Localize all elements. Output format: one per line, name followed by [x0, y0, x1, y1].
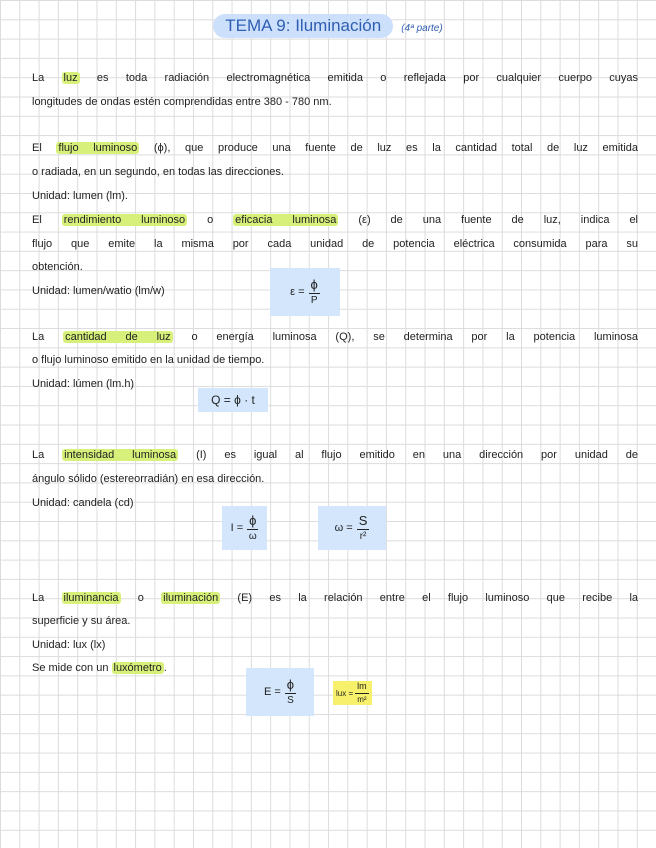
- lux-definition-note: lux = $\frac{lm}{\text{m²}}$: [333, 681, 372, 705]
- formula-angulo-solido: ω = $\frac{S}{\text{r²}}$: [318, 506, 386, 550]
- formula-intensidad: I = $\frac{\phi}{\omega}$: [222, 506, 267, 550]
- highlight-cantidad: cantidad de luz: [65, 331, 171, 343]
- highlight-iluminancia: iluminancia: [63, 592, 119, 604]
- iluminancia-line-1: La iluminancia o iluminación (E) es la relación entre el flujo luminoso que recibe la: [32, 592, 639, 604]
- title-block: [0, 14, 656, 38]
- highlight-eficacia: eficacia luminosa: [235, 214, 337, 226]
- rendimiento-unit: Unidad: lumen/watio (lm/w): [32, 285, 165, 297]
- luz-line-2: longitudes de ondas estén comprendidas entre 380 - 780 nm.: [32, 96, 332, 108]
- highlight-flujo: flujo luminoso: [58, 142, 138, 154]
- formula-cantidad: Q = ϕ · t: [198, 388, 268, 412]
- iluminancia-line-2: superficie y su área.: [32, 615, 131, 627]
- flujo-line-1: El flujo luminoso (ϕ), que produce una fuente de luz es la cantidad total de luz emitida: [32, 142, 639, 154]
- formula-eficacia: ε = $\frac{\phi}{P}$: [270, 268, 340, 316]
- luz-line-1: La luz es toda radiación electromagnética emitida o reflejada por cualquier cuerpo cuyas: [32, 72, 639, 84]
- page-title: TEMA 9: Iluminación: [213, 14, 393, 38]
- highlight-iluminacion: iluminación: [163, 592, 219, 604]
- rendimiento-line-2: flujo que emite la misma por cada unidad de potencia eléctrica consumida para su: [32, 238, 638, 250]
- intensidad-line-1: La intensidad luminosa (I) es igual al flujo emitido en una dirección por unidad de: [32, 449, 638, 461]
- highlight-intensidad: intensidad luminosa: [64, 449, 177, 461]
- intensidad-unit: Unidad: candela (cd): [32, 497, 134, 509]
- flujo-unit: Unidad: lumen (lm).: [32, 190, 128, 202]
- rendimiento-line-3: obtención.: [32, 261, 83, 273]
- iluminancia-line-4: Se mide con un luxómetro .: [32, 662, 167, 674]
- formula-iluminancia: E = $\frac{\phi}{S}$: [246, 668, 314, 716]
- highlight-rendimiento: rendimiento luminoso: [63, 214, 186, 226]
- highlight-luz: luz: [63, 72, 78, 84]
- cantidad-unit: Unidad: lúmen (lm.h): [32, 378, 135, 390]
- highlight-luxometro: luxómetro: [113, 662, 162, 674]
- flujo-line-2: o radiada, en un segundo, en todas las direcciones.: [32, 166, 284, 178]
- cantidad-line-2: o flujo luminoso emitido en la unidad de tiempo.: [32, 354, 265, 366]
- iluminancia-unit: Unidad: lux (lx): [32, 639, 106, 651]
- rendimiento-line-1: El rendimiento luminoso o eficacia luminosa (ε) de una fuente de luz, indica el: [32, 214, 639, 226]
- page-subtitle: (4ª parte): [401, 23, 443, 34]
- intensidad-line-2: ángulo sólido (estereorradián) en esa dirección.: [32, 473, 265, 485]
- cantidad-line-1: La cantidad de luz o energía luminosa (Q), se determina por la potencia luminosa: [32, 331, 638, 343]
